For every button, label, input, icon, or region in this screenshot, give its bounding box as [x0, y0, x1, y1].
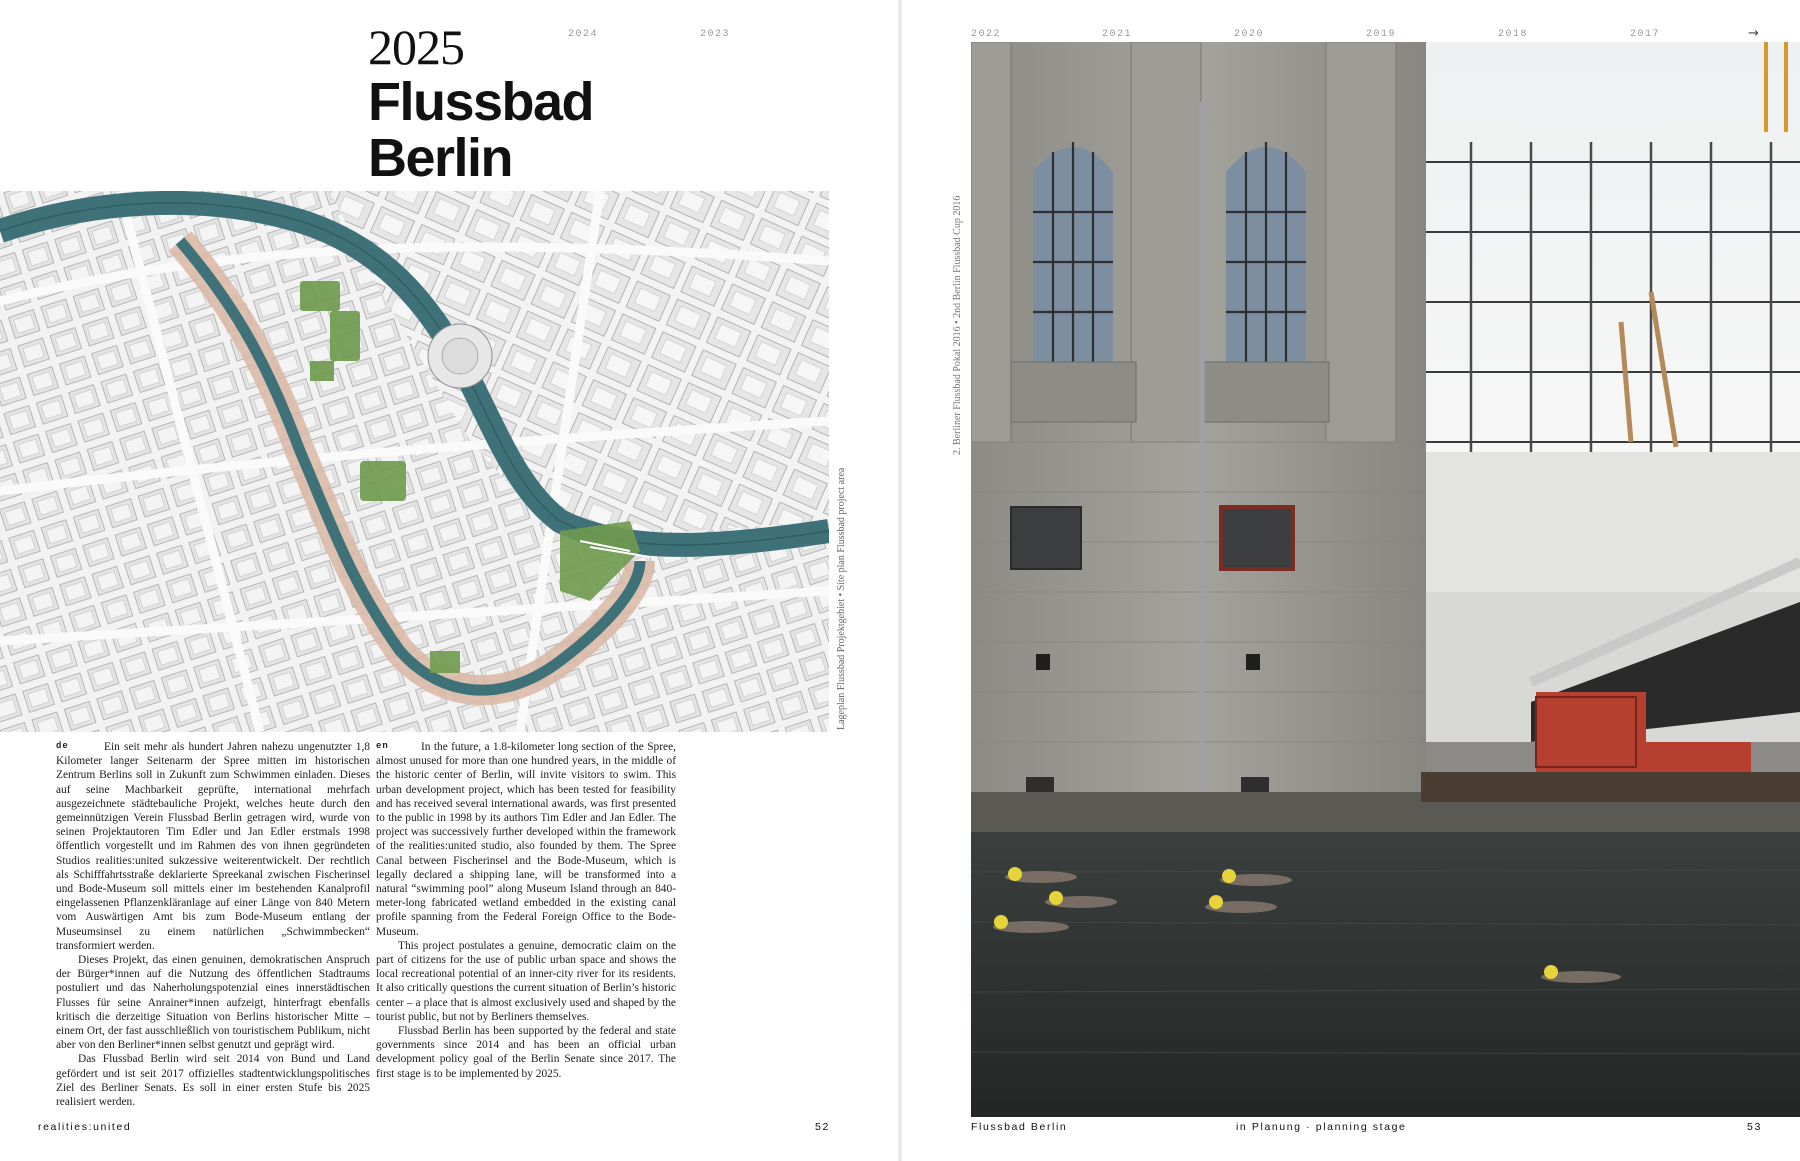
year-nav-link-2019[interactable]: 2019 — [1366, 29, 1397, 40]
title-line-1: Flussbad — [368, 72, 594, 132]
paragraph-en-2: This project postulates a genuine, democratic claim on the part of citizens for the use of public urban space and shows the local recreational potential of an inner-city river for its residents. It also critically questions the current situation of Berlin’s historic center – a place that is almost exclusively used and shaped by the tourist public, but not by Berliners themselves. — [376, 939, 676, 1023]
paragraph-de-2: Dieses Projekt, das einen genuinen, demokratischen Anspruch der Bürger*innen auf die Nutzung des öffentlichen Stadtraums postuliert und das Naherholungspotenzial eines innerstädtischen Flusses für seine Anrainer*innen aufzeigt, hinterfragt ebenfalls kritisch die derzeitige Situation von Berlins historischer Mitte – einem Ort, der fast ausschließlich von touristischem Publikum, nicht aber von den Berliner*innen selbst genutzt und geprägt wird. — [56, 954, 370, 1052]
swimmers-photo — [971, 42, 1800, 1117]
year-heading: 2025 — [368, 19, 464, 75]
map-caption: Lageplan Flussbad Projektgebiet • Site plan Flussbad project area — [836, 467, 847, 730]
paragraph-en-1: In the future, a 1.8-kilometer long section of the Spree, almost unused for more than one hundred years, in the middle of the historic center of Berlin, will invite visitors to swim. This urban development project, which has been tested for feasibility and has received several international awards, was first presented to the public in 1998 by its authors Tim Edler and Jan Edler. The project was successively further developed within the framework of the realities:united studio, also founded by them. The Spree Canal between Fischerinsel and the Bode-Museum, which is legally declared a shipping lane, will be transformed into a natural “swimming pool” along Museum Island through an 840-meter-long fabricated wetland embedded in the existing canal profile spanning from the Federal Foreign Office to the Bode-Museum. — [376, 741, 676, 938]
paragraph-en-3: Flussbad Berlin has been supported by the federal and state governments since 2014 and has been an official urban development policy goal of the Berlin Senate since 2017. The first stage is to be implemented by 2025. — [376, 1025, 676, 1080]
title-line-2: Berlin — [368, 128, 513, 188]
year-nav-link-2018[interactable]: 2018 — [1498, 29, 1529, 40]
footer-project-name: Flussbad Berlin — [971, 1121, 1068, 1133]
body-text-de — [56, 740, 370, 1109]
photo-caption: 2. Berliner Flussbad Pokal 2016 • 2nd Berlin Flussbad Cup 2016 — [952, 195, 963, 455]
paragraph-de-1: Ein seit mehr als hundert Jahren nahezu ungenutzter 1,8 Kilometer langer Seitenarm der Spree mitten im historischen Zentrum Berlins soll in Zukunft zum Schwimmen einladen. Dieses auf seine Machbarkeit geprüfte, international mehrfach ausgezeichnete städtebauliche Projekt, welches heute durch den gemeinnützigen Verein Flussbad Berlin getragen wird, wurde von seinen Projektautoren Tim Edler und Jan Edler erstmals 1998 öffentlich vorgestellt und im Rahmen des von ihnen gegründeten Studios realities:united sukzessive weiterentwickelt. Der rechtlich als Schifffahrtsstraße deklarierte Spreekanal zwischen Fischerinsel und Bode-Museum soll mittels einer im bestehenden Kanalprofil eingelassenen Pflanzenkläranlage auf einer Länge von 840 Metern vom Auswärtigen Amt bis zum Bode-Museum entlang der Museumsinsel zu einem natürlichen „Schwimmbecken“ transformiert werden. — [56, 741, 370, 952]
footer-status: in Planung · planning stage — [1236, 1121, 1407, 1133]
next-arrow-icon[interactable]: → — [1748, 26, 1759, 41]
page-title — [368, 74, 593, 186]
year-nav-link-2020[interactable]: 2020 — [1234, 29, 1265, 40]
paragraph-de-3: Das Flussbad Berlin wird seit 2014 von Bund und Land gefördert und ist seit 2017 offizielles stadtentwicklungspolitisches Ziel des Berliner Senats. Es soll in einer ersten Stufe bis 2025 realisiert werden. — [56, 1053, 370, 1109]
lang-label-en: en — [376, 741, 389, 751]
site-plan-map-drawing — [0, 191, 829, 732]
footer-studio-name: realities:united — [38, 1121, 132, 1133]
lang-label-de: de — [56, 741, 69, 751]
year-nav-link-2024[interactable]: 2024 — [568, 29, 599, 40]
year-nav-link-2021[interactable]: 2021 — [1102, 29, 1133, 40]
swimmers-photo-drawing — [971, 42, 1800, 1117]
year-nav-link-2023[interactable]: 2023 — [700, 29, 731, 40]
site-plan-map — [0, 191, 829, 732]
spine-gutter — [898, 0, 902, 1161]
body-text-en — [376, 740, 676, 1081]
page-number-left: 52 — [815, 1121, 830, 1133]
year-nav-link-2022[interactable]: 2022 — [971, 29, 1002, 40]
year-nav-link-2017[interactable]: 2017 — [1630, 29, 1661, 40]
page-number-right: 53 — [1747, 1121, 1762, 1133]
